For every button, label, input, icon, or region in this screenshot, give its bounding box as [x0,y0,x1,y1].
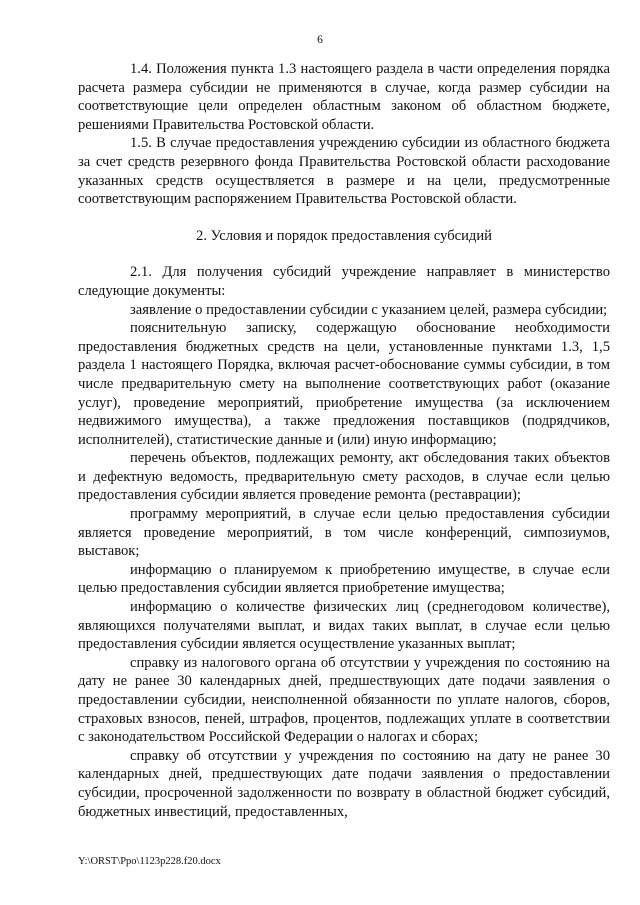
document-body [78,60,610,821]
list-item-explanatory-note: пояснительную записку, содержащую обоснование необходимости предоставления бюджетных средств на цели, установленные пунктами 1.3, 1,5 раздела 1 настоящего Порядка, включая расчет-обоснование суммы субсидии, в том числе предварительную смету на выполнение соответствующих работ (оказание услуг), проведение мероприятий, приобретение имущества (за исключением недвижимого имущества), а также предложения поставщиков (подрядчиков, исполнителей), статистические данные и (или) иную информацию; [78,320,610,448]
list-item-debt-certificate: справку об отсутствии у учреждения по состоянию на дату не ранее 30 календарных дней, предшествующих дате подачи заявления о предоставлении субсидии, просроченной задолженности по возврату в областной бюджет субсидий, бюджетных инвестиций, предоставленных, [78,747,610,820]
list-item-tax-certificate: справку из налогового органа об отсутствии у учреждения по состоянию на дату не ранее 30 календарных дней, предшествующих дате подачи заявления о предоставлении субсидии, неисполненной обязанности по уплате налогов, сборов, страховых взносов, пеней, штрафов, процентов, подлежащих уплате в соответствии с законодательством Российской Федерации о налогах и сборах; [78,654,610,746]
page-number: 6 [317,34,323,46]
paragraph-1-5: 1.5. В случае предоставления учреждению субсидии из областного бюджета за счет средств резервного фонда Правительства Ростовской области расходование указанных средств осуществляется в размере и на цели, предусмотренные соответствующим распоряжением Правительства Ростовской области. [78,135,610,208]
section-heading: 2. Условия и порядок предоставления субсидий [196,227,492,244]
list-item-application: заявление о предоставлении субсидии с указанием целей, размера субсидии; [130,301,608,318]
paragraph-1-4: 1.4. Положения пункта 1.3 настоящего раздела в части определения порядка расчета размера субсидии не применяются в случае, когда размер субсидии на соответствующие цели определен областным законом об областном бюджете, решениями Правительства Ростовской области. [78,61,610,133]
paragraph-2-1: 2.1. Для получения субсидий учреждение направляет в министерство следующие документы: [78,264,610,299]
list-item-payments-info: информацию о количестве физических лиц (среднегодовом количестве), являющихся получателями выплат, и видах таких выплат, в случае если целью предоставления субсидии является осуществление указанных выплат; [78,599,610,653]
list-item-property-info: информацию о планируемом к приобретению имуществе, в случае если целью предоставления субсидии является приобретение имущества; [78,561,610,597]
list-item-repair-objects: перечень объектов, подлежащих ремонту, акт обследования таких объектов и дефектную ведомость, предварительную смету расходов, в случае если целью предоставления субсидии является проведение ремонта (реставрации); [78,450,610,504]
footer-file-path: Y:\ORST\Ppo\1123p228.f20.docx [78,856,221,867]
list-item-events-program: программу мероприятий, в случае если целью предоставления субсидии является проведение мероприятий, в том числе конференций, симпозиумов, выставок; [78,506,610,560]
